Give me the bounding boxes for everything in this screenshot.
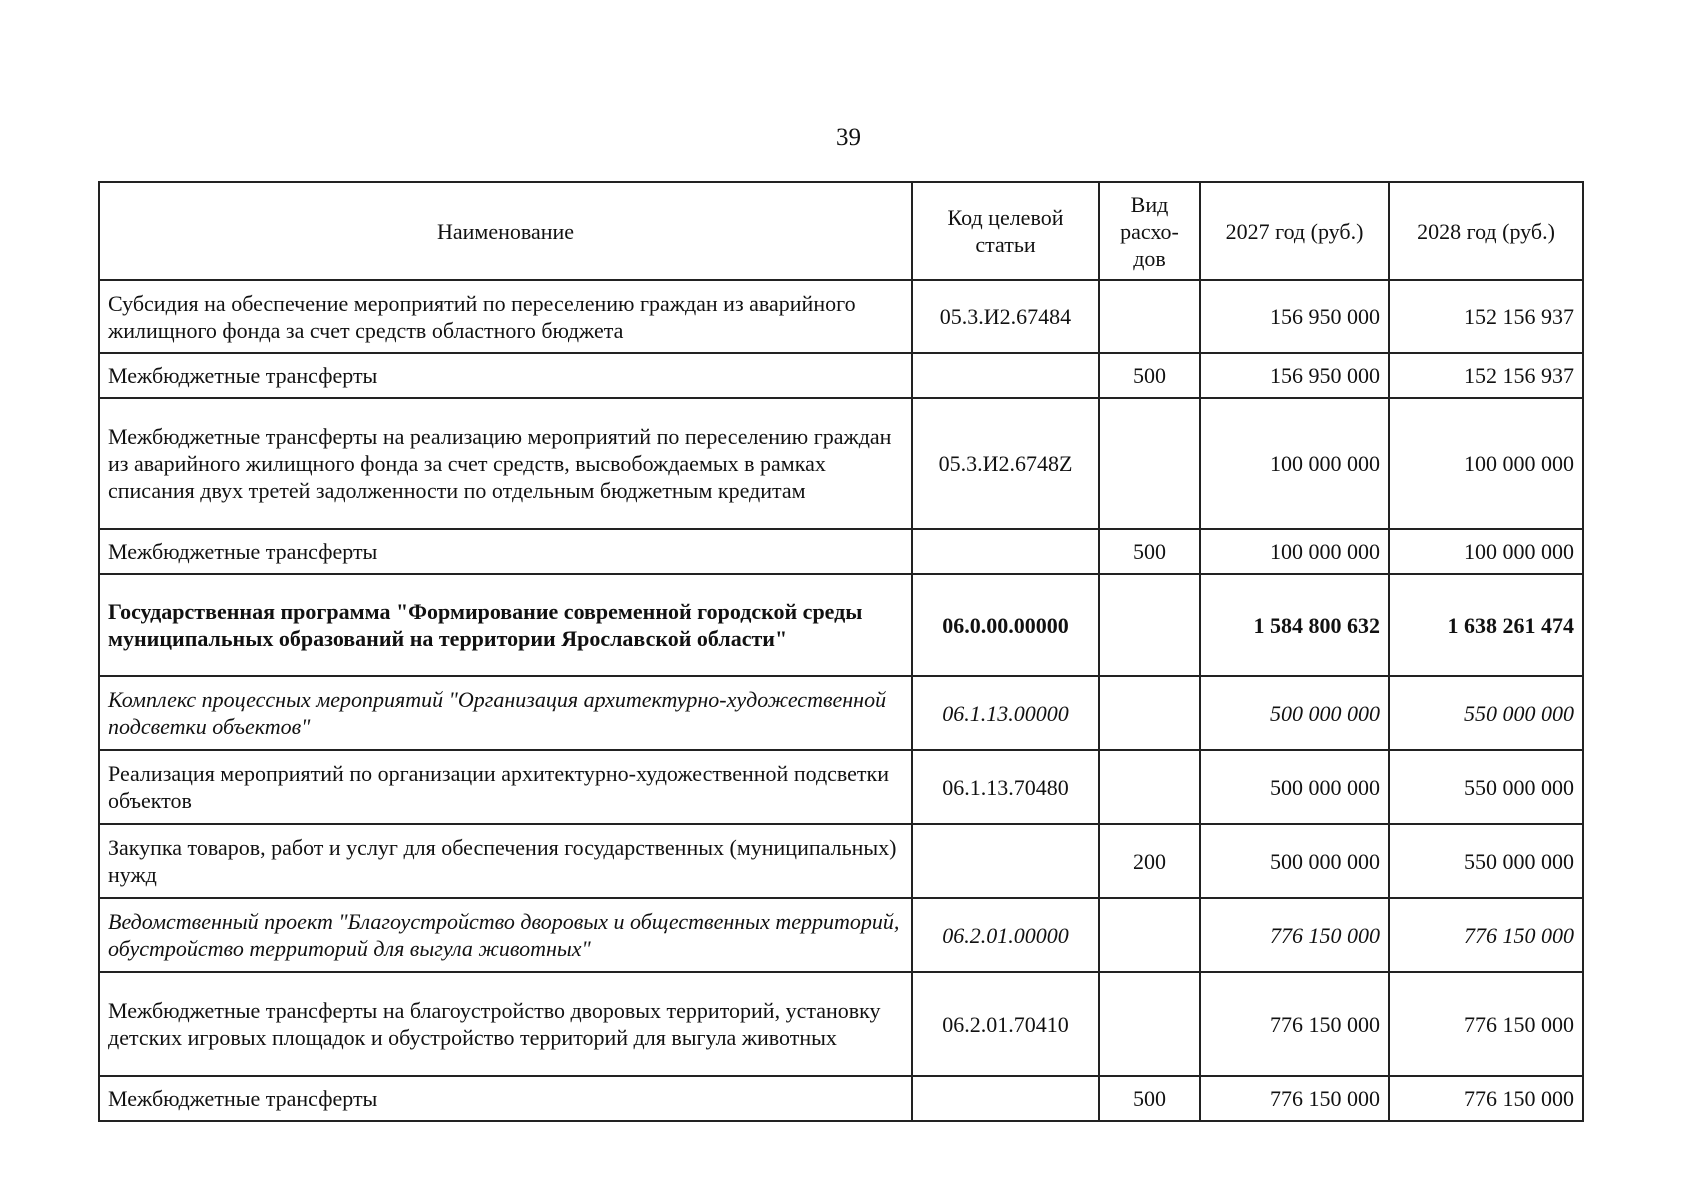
table-header-row	[99, 182, 1583, 280]
table-row	[99, 1076, 1583, 1121]
row-2028: 776 150 000	[1389, 1076, 1583, 1121]
row-2028: 776 150 000	[1389, 972, 1583, 1076]
row-expense-type: 500	[1099, 1076, 1200, 1121]
row-expense-type	[1099, 280, 1200, 353]
row-expense-type	[1099, 398, 1200, 529]
row-2027: 100 000 000	[1200, 529, 1389, 574]
row-2027: 1 584 800 632	[1200, 574, 1389, 676]
header-name: Наименование	[99, 182, 912, 280]
row-code: 06.1.13.00000	[912, 676, 1099, 750]
row-2027: 500 000 000	[1200, 824, 1389, 898]
row-name: Межбюджетные трансферты на благоустройство дворовых территорий, установку детских игровых площадок и обустройство территорий для выгула животных	[99, 972, 912, 1076]
row-2028: 100 000 000	[1389, 529, 1583, 574]
row-expense-type	[1099, 574, 1200, 676]
row-name: Закупка товаров, работ и услуг для обеспечения государственных (муниципальных) нужд	[99, 824, 912, 898]
header-2027: 2027 год (руб.)	[1200, 182, 1389, 280]
row-expense-type: 500	[1099, 529, 1200, 574]
row-name: Межбюджетные трансферты	[99, 529, 912, 574]
row-2028: 152 156 937	[1389, 353, 1583, 398]
row-code: 06.2.01.70410	[912, 972, 1099, 1076]
table-row	[99, 398, 1583, 529]
row-code: 06.1.13.70480	[912, 750, 1099, 824]
row-code	[912, 1076, 1099, 1121]
table-row	[99, 353, 1583, 398]
row-2027: 156 950 000	[1200, 280, 1389, 353]
header-code: Код целевой статьи	[912, 182, 1099, 280]
row-name: Комплекс процессных мероприятий "Организация архитектурно-художественной подсветки объектов"	[99, 676, 912, 750]
row-code	[912, 529, 1099, 574]
row-expense-type	[1099, 750, 1200, 824]
row-name: Межбюджетные трансферты	[99, 1076, 912, 1121]
row-2027: 776 150 000	[1200, 898, 1389, 972]
table-row	[99, 676, 1583, 750]
row-name: Межбюджетные трансферты на реализацию мероприятий по переселению граждан из аварийного жилищного фонда за счет средств, высвобождаемых в рамках списания двух третей задолженности по отдельным бюджетным кредитам	[99, 398, 912, 529]
header-expense-type: Вид расхо-дов	[1099, 182, 1200, 280]
table-row	[99, 824, 1583, 898]
row-name: Государственная программа "Формирование современной городской среды муниципальных образований на территории Ярославской области"	[99, 574, 912, 676]
row-2028: 1 638 261 474	[1389, 574, 1583, 676]
row-name: Субсидия на обеспечение мероприятий по переселению граждан из аварийного жилищного фонда за счет средств областного бюджета	[99, 280, 912, 353]
row-2027: 156 950 000	[1200, 353, 1389, 398]
table-row	[99, 574, 1583, 676]
table-row	[99, 972, 1583, 1076]
budget-table	[98, 181, 1584, 1122]
row-name: Межбюджетные трансферты	[99, 353, 912, 398]
row-code: 06.0.00.00000	[912, 574, 1099, 676]
row-expense-type	[1099, 972, 1200, 1076]
row-2027: 500 000 000	[1200, 750, 1389, 824]
row-name: Реализация мероприятий по организации архитектурно-художественной подсветки объектов	[99, 750, 912, 824]
page-number: 39	[836, 124, 861, 151]
row-code	[912, 824, 1099, 898]
row-2028: 152 156 937	[1389, 280, 1583, 353]
row-code: 06.2.01.00000	[912, 898, 1099, 972]
row-code: 05.3.И2.67484	[912, 280, 1099, 353]
row-2028: 550 000 000	[1389, 750, 1583, 824]
row-2027: 100 000 000	[1200, 398, 1389, 529]
row-2027: 776 150 000	[1200, 972, 1389, 1076]
row-code: 05.3.И2.6748Z	[912, 398, 1099, 529]
table-row	[99, 529, 1583, 574]
row-2028: 550 000 000	[1389, 824, 1583, 898]
header-2028: 2028 год (руб.)	[1389, 182, 1583, 280]
row-2027: 500 000 000	[1200, 676, 1389, 750]
row-2028: 100 000 000	[1389, 398, 1583, 529]
row-expense-type	[1099, 676, 1200, 750]
row-expense-type: 500	[1099, 353, 1200, 398]
table-row	[99, 898, 1583, 972]
row-2028: 776 150 000	[1389, 898, 1583, 972]
row-expense-type	[1099, 898, 1200, 972]
row-2027: 776 150 000	[1200, 1076, 1389, 1121]
table-row	[99, 750, 1583, 824]
table-row	[99, 280, 1583, 353]
row-code	[912, 353, 1099, 398]
row-2028: 550 000 000	[1389, 676, 1583, 750]
row-name: Ведомственный проект "Благоустройство дворовых и общественных территорий, обустройство территорий для выгула животных"	[99, 898, 912, 972]
row-expense-type: 200	[1099, 824, 1200, 898]
